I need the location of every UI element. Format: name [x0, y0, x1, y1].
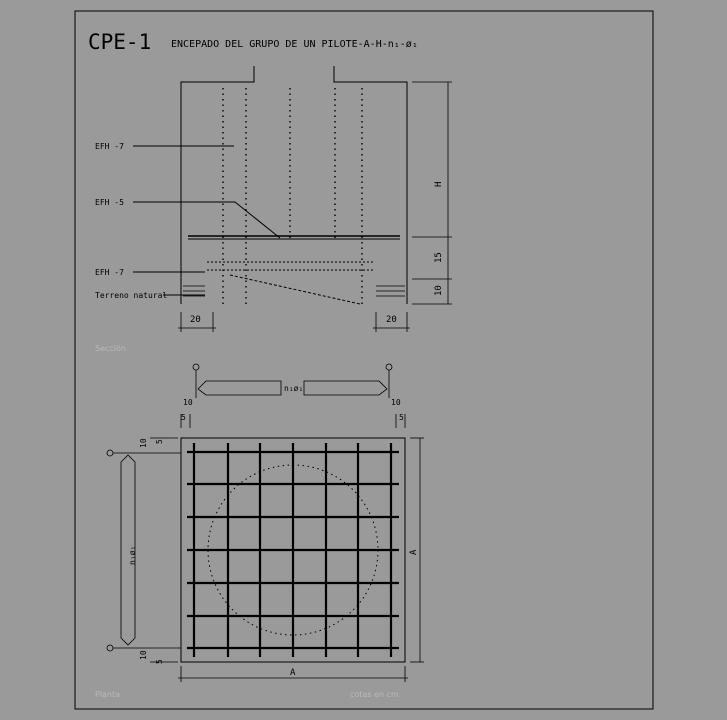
label-efh5: EFH -5 [95, 198, 124, 207]
rebar-grid [187, 443, 399, 657]
dim-20-right: 20 [386, 315, 397, 325]
pile-taper [230, 275, 360, 304]
dim-10-plan-left: 10 [183, 398, 193, 407]
plan-caption: Planta [95, 690, 121, 699]
dim-5-top-right: 5 [399, 413, 404, 422]
dim-10: 10 [434, 285, 444, 296]
dim-H: H [434, 181, 444, 187]
cap-outline-right [334, 66, 407, 304]
bar-left-arrow [198, 381, 281, 395]
label-efh7-bottom: EFH -7 [95, 268, 124, 277]
cap-outline-left [181, 66, 254, 304]
dim-A-right: A [409, 549, 419, 555]
bar-label: n₁ø₁ [284, 384, 304, 393]
section-view [133, 66, 452, 332]
dim-20-left: 20 [190, 315, 201, 325]
section-caption: Sección [95, 344, 126, 353]
leader-efh5 [133, 202, 280, 238]
sheet-frame [75, 11, 653, 709]
label-terreno: Terreno natural [95, 291, 168, 300]
drawing-code: CPE-1 [88, 30, 152, 54]
ground-lines [183, 286, 405, 296]
drawing-title: ENCEPADO DEL GRUPO DE UN PILOTE-A-H-n₁-ø₁ [171, 39, 418, 50]
dim-5-top-left: 5 [181, 413, 186, 422]
dim-A-bottom: A [290, 668, 296, 678]
side-bar-label: n₁ø₁ [128, 545, 137, 565]
dim-10-plan-right: 10 [391, 398, 401, 407]
label-efh7-top: EFH -7 [95, 142, 124, 151]
bar-right-arrow [304, 381, 387, 395]
vertical-bars [223, 88, 362, 304]
dim-5-side-bottom: 5 [155, 659, 164, 664]
dim-5-side-top: 5 [155, 439, 164, 444]
dim-15: 15 [434, 252, 444, 263]
dim-10-side-bottom: 10 [139, 650, 148, 660]
plan-view [107, 364, 424, 682]
units-note: cotas en cm [350, 690, 399, 699]
dim-10-side-top: 10 [139, 438, 148, 448]
